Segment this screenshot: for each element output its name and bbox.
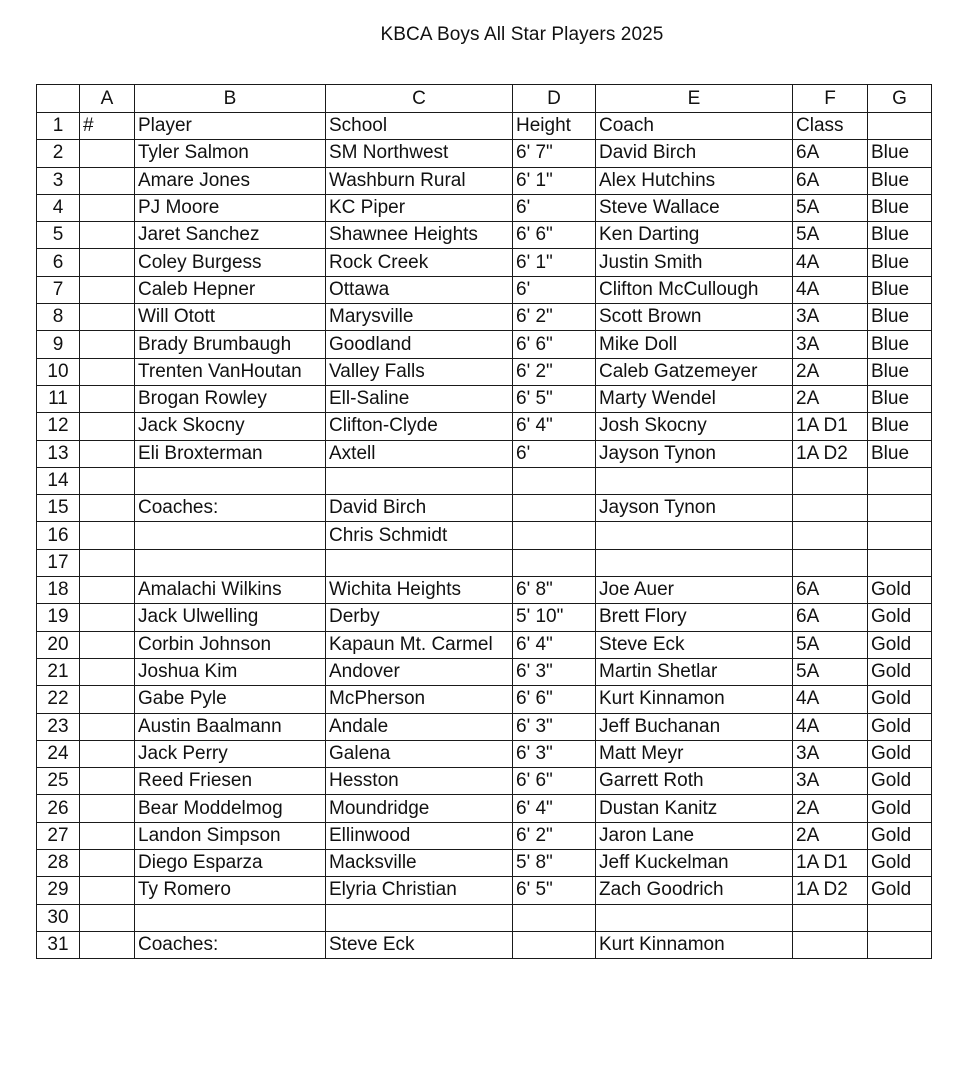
cell-c[interactable] bbox=[326, 467, 513, 494]
cell-g[interactable] bbox=[868, 931, 932, 958]
cell-b[interactable]: Reed Friesen bbox=[135, 768, 326, 795]
cell-g[interactable] bbox=[868, 495, 932, 522]
cell-e[interactable]: Steve Wallace bbox=[596, 194, 793, 221]
row-number[interactable]: 7 bbox=[37, 276, 80, 303]
cell-e[interactable]: Jayson Tynon bbox=[596, 440, 793, 467]
cell-d[interactable]: 6' 1" bbox=[513, 249, 596, 276]
corner-cell[interactable] bbox=[37, 85, 80, 113]
cell-b[interactable]: Ty Romero bbox=[135, 877, 326, 904]
cell-b[interactable]: Caleb Hepner bbox=[135, 276, 326, 303]
cell-d[interactable]: 6' 5" bbox=[513, 877, 596, 904]
cell-b[interactable]: Gabe Pyle bbox=[135, 686, 326, 713]
table-row bbox=[37, 276, 932, 303]
table-row bbox=[37, 686, 932, 713]
cell-e[interactable]: Ken Darting bbox=[596, 222, 793, 249]
table-row bbox=[37, 931, 932, 958]
cell-e[interactable]: Jayson Tynon bbox=[596, 495, 793, 522]
cell-d[interactable]: 6' 6" bbox=[513, 222, 596, 249]
cell-c[interactable]: Wichita Heights bbox=[326, 577, 513, 604]
table-row bbox=[37, 822, 932, 849]
cell-b[interactable] bbox=[135, 522, 326, 549]
table-row bbox=[37, 877, 932, 904]
cell-d[interactable]: 6' 2" bbox=[513, 304, 596, 331]
cell-c[interactable]: Goodland bbox=[326, 331, 513, 358]
cell-g[interactable]: Gold bbox=[868, 740, 932, 767]
cell-b[interactable]: Jack Ulwelling bbox=[135, 604, 326, 631]
column-header-c[interactable]: C bbox=[326, 85, 513, 113]
cell-g[interactable]: Blue bbox=[868, 304, 932, 331]
row-number[interactable]: 18 bbox=[37, 577, 80, 604]
cell-b[interactable]: Diego Esparza bbox=[135, 850, 326, 877]
cell-e[interactable]: Zach Goodrich bbox=[596, 877, 793, 904]
row-number[interactable]: 23 bbox=[37, 713, 80, 740]
cell-d[interactable]: Height bbox=[513, 113, 596, 140]
cell-f[interactable]: 2A bbox=[793, 795, 868, 822]
cell-b[interactable] bbox=[135, 904, 326, 931]
row-number[interactable]: 20 bbox=[37, 631, 80, 658]
cell-c[interactable]: Ottawa bbox=[326, 276, 513, 303]
cell-g[interactable]: Blue bbox=[868, 358, 932, 385]
cell-g[interactable]: Gold bbox=[868, 631, 932, 658]
cell-c[interactable]: Derby bbox=[326, 604, 513, 631]
cell-b[interactable]: Will Otott bbox=[135, 304, 326, 331]
cell-a[interactable] bbox=[80, 658, 135, 685]
cell-a[interactable] bbox=[80, 850, 135, 877]
row-number[interactable]: 21 bbox=[37, 658, 80, 685]
cell-f[interactable]: 6A bbox=[793, 604, 868, 631]
row-number[interactable]: 25 bbox=[37, 768, 80, 795]
cell-c[interactable]: Marysville bbox=[326, 304, 513, 331]
cell-a[interactable] bbox=[80, 304, 135, 331]
table-row bbox=[37, 549, 932, 576]
cell-f[interactable] bbox=[793, 467, 868, 494]
cell-c[interactable] bbox=[326, 549, 513, 576]
table-row bbox=[37, 768, 932, 795]
cell-f[interactable]: 5A bbox=[793, 658, 868, 685]
cell-e[interactable]: Garrett Roth bbox=[596, 768, 793, 795]
cell-c[interactable]: David Birch bbox=[326, 495, 513, 522]
cell-d[interactable]: 6' 4" bbox=[513, 795, 596, 822]
cell-d[interactable] bbox=[513, 522, 596, 549]
row-number[interactable]: 11 bbox=[37, 385, 80, 412]
cell-b[interactable] bbox=[135, 549, 326, 576]
cell-c[interactable]: Ell-Saline bbox=[326, 385, 513, 412]
table-row bbox=[37, 304, 932, 331]
cell-g[interactable]: Gold bbox=[868, 577, 932, 604]
cell-f[interactable]: 4A bbox=[793, 249, 868, 276]
cell-c[interactable]: Clifton-Clyde bbox=[326, 413, 513, 440]
table-row bbox=[37, 495, 932, 522]
cell-a[interactable] bbox=[80, 467, 135, 494]
cell-g[interactable]: Gold bbox=[868, 713, 932, 740]
table-row bbox=[37, 740, 932, 767]
cell-f[interactable] bbox=[793, 495, 868, 522]
cell-a[interactable] bbox=[80, 413, 135, 440]
cell-f[interactable]: 6A bbox=[793, 140, 868, 167]
cell-b[interactable]: Amare Jones bbox=[135, 167, 326, 194]
table-row bbox=[37, 631, 932, 658]
cell-e[interactable]: Brett Flory bbox=[596, 604, 793, 631]
cell-e[interactable]: Scott Brown bbox=[596, 304, 793, 331]
cell-b[interactable]: PJ Moore bbox=[135, 194, 326, 221]
cell-e[interactable]: Joe Auer bbox=[596, 577, 793, 604]
cell-e[interactable]: David Birch bbox=[596, 140, 793, 167]
table-row bbox=[37, 658, 932, 685]
row-number[interactable]: 5 bbox=[37, 222, 80, 249]
row-number[interactable]: 26 bbox=[37, 795, 80, 822]
cell-e[interactable]: Jeff Buchanan bbox=[596, 713, 793, 740]
cell-b[interactable]: Amalachi Wilkins bbox=[135, 577, 326, 604]
cell-g[interactable]: Gold bbox=[868, 850, 932, 877]
row-number[interactable]: 29 bbox=[37, 877, 80, 904]
row-number[interactable]: 28 bbox=[37, 850, 80, 877]
cell-e[interactable]: Marty Wendel bbox=[596, 385, 793, 412]
cell-a[interactable] bbox=[80, 222, 135, 249]
cell-f[interactable]: 3A bbox=[793, 740, 868, 767]
cell-g[interactable]: Blue bbox=[868, 167, 932, 194]
cell-f[interactable]: 3A bbox=[793, 768, 868, 795]
cell-d[interactable]: 6' 6" bbox=[513, 686, 596, 713]
table-row bbox=[37, 577, 932, 604]
cell-a[interactable] bbox=[80, 331, 135, 358]
cell-f[interactable]: 1A D1 bbox=[793, 850, 868, 877]
table-row bbox=[37, 713, 932, 740]
cell-f[interactable] bbox=[793, 549, 868, 576]
cell-a[interactable] bbox=[80, 604, 135, 631]
cell-a[interactable] bbox=[80, 140, 135, 167]
cell-a[interactable] bbox=[80, 877, 135, 904]
cell-d[interactable]: 6' 2" bbox=[513, 822, 596, 849]
spreadsheet-body bbox=[37, 85, 932, 959]
cell-d[interactable]: 6' 3" bbox=[513, 713, 596, 740]
cell-f[interactable]: 4A bbox=[793, 276, 868, 303]
cell-e[interactable]: Mike Doll bbox=[596, 331, 793, 358]
cell-b[interactable]: Bear Moddelmog bbox=[135, 795, 326, 822]
table-row bbox=[37, 795, 932, 822]
cell-b[interactable]: Brady Brumbaugh bbox=[135, 331, 326, 358]
cell-e[interactable]: Caleb Gatzemeyer bbox=[596, 358, 793, 385]
cell-a[interactable] bbox=[80, 440, 135, 467]
cell-a[interactable] bbox=[80, 740, 135, 767]
cell-e[interactable]: Matt Meyr bbox=[596, 740, 793, 767]
table-row bbox=[37, 467, 932, 494]
table-row bbox=[37, 331, 932, 358]
cell-d[interactable]: 6' 5" bbox=[513, 385, 596, 412]
cell-b[interactable] bbox=[135, 467, 326, 494]
cell-e[interactable]: Dustan Kanitz bbox=[596, 795, 793, 822]
cell-e[interactable]: Jaron Lane bbox=[596, 822, 793, 849]
cell-d[interactable]: 6' 3" bbox=[513, 740, 596, 767]
cell-g[interactable]: Blue bbox=[868, 385, 932, 412]
table-row bbox=[37, 113, 932, 140]
cell-a[interactable] bbox=[80, 713, 135, 740]
cell-d[interactable] bbox=[513, 549, 596, 576]
cell-a[interactable] bbox=[80, 249, 135, 276]
cell-f[interactable]: 6A bbox=[793, 577, 868, 604]
cell-d[interactable] bbox=[513, 931, 596, 958]
row-number[interactable]: 10 bbox=[37, 358, 80, 385]
cell-c[interactable]: Kapaun Mt. Carmel bbox=[326, 631, 513, 658]
cell-g[interactable] bbox=[868, 522, 932, 549]
row-number[interactable]: 1 bbox=[37, 113, 80, 140]
table-row bbox=[37, 604, 932, 631]
cell-e[interactable]: Kurt Kinnamon bbox=[596, 686, 793, 713]
cell-a[interactable]: # bbox=[80, 113, 135, 140]
cell-d[interactable]: 6' 6" bbox=[513, 768, 596, 795]
cell-d[interactable]: 6' 2" bbox=[513, 358, 596, 385]
cell-c[interactable]: Andover bbox=[326, 658, 513, 685]
cell-b[interactable]: Joshua Kim bbox=[135, 658, 326, 685]
cell-g[interactable]: Blue bbox=[868, 331, 932, 358]
cell-a[interactable] bbox=[80, 795, 135, 822]
cell-g[interactable]: Gold bbox=[868, 604, 932, 631]
cell-g[interactable] bbox=[868, 904, 932, 931]
cell-d[interactable]: 6' 7" bbox=[513, 140, 596, 167]
cell-a[interactable] bbox=[80, 631, 135, 658]
cell-g[interactable]: Gold bbox=[868, 877, 932, 904]
cell-c[interactable]: Moundridge bbox=[326, 795, 513, 822]
cell-d[interactable]: 6' 6" bbox=[513, 331, 596, 358]
cell-e[interactable]: Coach bbox=[596, 113, 793, 140]
cell-f[interactable]: 1A D1 bbox=[793, 413, 868, 440]
cell-b[interactable]: Jaret Sanchez bbox=[135, 222, 326, 249]
cell-f[interactable]: 1A D2 bbox=[793, 440, 868, 467]
row-number[interactable]: 8 bbox=[37, 304, 80, 331]
row-number[interactable]: 27 bbox=[37, 822, 80, 849]
table-row bbox=[37, 249, 932, 276]
cell-d[interactable]: 6' 4" bbox=[513, 413, 596, 440]
cell-g[interactable] bbox=[868, 549, 932, 576]
column-header-b[interactable]: B bbox=[135, 85, 326, 113]
cell-b[interactable]: Coaches: bbox=[135, 931, 326, 958]
cell-g[interactable]: Gold bbox=[868, 822, 932, 849]
cell-e[interactable] bbox=[596, 549, 793, 576]
cell-c[interactable]: Elyria Christian bbox=[326, 877, 513, 904]
row-number[interactable]: 12 bbox=[37, 413, 80, 440]
cell-c[interactable]: McPherson bbox=[326, 686, 513, 713]
cell-c[interactable]: Andale bbox=[326, 713, 513, 740]
cell-g[interactable] bbox=[868, 113, 932, 140]
cell-f[interactable]: 2A bbox=[793, 358, 868, 385]
cell-c[interactable]: Steve Eck bbox=[326, 931, 513, 958]
cell-f[interactable]: 5A bbox=[793, 631, 868, 658]
cell-f[interactable]: 4A bbox=[793, 713, 868, 740]
cell-f[interactable] bbox=[793, 522, 868, 549]
cell-c[interactable]: Shawnee Heights bbox=[326, 222, 513, 249]
cell-g[interactable]: Blue bbox=[868, 440, 932, 467]
cell-d[interactable]: 6' bbox=[513, 440, 596, 467]
cell-f[interactable]: 5A bbox=[793, 194, 868, 221]
cell-a[interactable] bbox=[80, 358, 135, 385]
cell-a[interactable] bbox=[80, 931, 135, 958]
table-row bbox=[37, 850, 932, 877]
cell-f[interactable] bbox=[793, 904, 868, 931]
cell-b[interactable]: Tyler Salmon bbox=[135, 140, 326, 167]
cell-d[interactable]: 6' 4" bbox=[513, 631, 596, 658]
cell-g[interactable]: Blue bbox=[868, 222, 932, 249]
cell-b[interactable]: Jack Skocny bbox=[135, 413, 326, 440]
cell-g[interactable]: Blue bbox=[868, 276, 932, 303]
cell-g[interactable]: Gold bbox=[868, 686, 932, 713]
cell-d[interactable]: 6' 1" bbox=[513, 167, 596, 194]
cell-g[interactable] bbox=[868, 467, 932, 494]
table-row bbox=[37, 222, 932, 249]
cell-e[interactable] bbox=[596, 904, 793, 931]
cell-d[interactable]: 5' 8" bbox=[513, 850, 596, 877]
cell-a[interactable] bbox=[80, 577, 135, 604]
row-number[interactable]: 24 bbox=[37, 740, 80, 767]
row-number[interactable]: 2 bbox=[37, 140, 80, 167]
cell-f[interactable]: 3A bbox=[793, 304, 868, 331]
cell-e[interactable]: Josh Skocny bbox=[596, 413, 793, 440]
row-number[interactable]: 30 bbox=[37, 904, 80, 931]
cell-f[interactable]: 4A bbox=[793, 686, 868, 713]
cell-d[interactable] bbox=[513, 467, 596, 494]
cell-a[interactable] bbox=[80, 495, 135, 522]
cell-b[interactable]: Coley Burgess bbox=[135, 249, 326, 276]
cell-a[interactable] bbox=[80, 194, 135, 221]
row-number[interactable]: 17 bbox=[37, 549, 80, 576]
cell-d[interactable]: 6' bbox=[513, 194, 596, 221]
cell-c[interactable]: Axtell bbox=[326, 440, 513, 467]
table-row bbox=[37, 385, 932, 412]
cell-c[interactable]: Hesston bbox=[326, 768, 513, 795]
column-header-f[interactable]: F bbox=[793, 85, 868, 113]
table-row bbox=[37, 413, 932, 440]
cell-c[interactable]: Washburn Rural bbox=[326, 167, 513, 194]
cell-a[interactable] bbox=[80, 686, 135, 713]
table-row bbox=[37, 904, 932, 931]
cell-c[interactable] bbox=[326, 904, 513, 931]
cell-d[interactable]: 5' 10" bbox=[513, 604, 596, 631]
cell-c[interactable]: Chris Schmidt bbox=[326, 522, 513, 549]
cell-f[interactable]: 6A bbox=[793, 167, 868, 194]
cell-a[interactable] bbox=[80, 549, 135, 576]
table-row bbox=[37, 140, 932, 167]
column-header-row bbox=[37, 85, 932, 113]
cell-a[interactable] bbox=[80, 768, 135, 795]
cell-b[interactable]: Eli Broxterman bbox=[135, 440, 326, 467]
cell-g[interactable]: Blue bbox=[868, 194, 932, 221]
cell-d[interactable] bbox=[513, 495, 596, 522]
page-title: KBCA Boys All Star Players 2025 bbox=[380, 24, 664, 45]
row-number[interactable]: 31 bbox=[37, 931, 80, 958]
cell-e[interactable]: Alex Hutchins bbox=[596, 167, 793, 194]
cell-e[interactable] bbox=[596, 467, 793, 494]
cell-f[interactable]: Class bbox=[793, 113, 868, 140]
cell-c[interactable]: Galena bbox=[326, 740, 513, 767]
cell-c[interactable]: KC Piper bbox=[326, 194, 513, 221]
cell-e[interactable]: Justin Smith bbox=[596, 249, 793, 276]
cell-c[interactable]: School bbox=[326, 113, 513, 140]
cell-b[interactable]: Jack Perry bbox=[135, 740, 326, 767]
row-number[interactable]: 22 bbox=[37, 686, 80, 713]
row-number[interactable]: 15 bbox=[37, 495, 80, 522]
cell-b[interactable]: Brogan Rowley bbox=[135, 385, 326, 412]
column-header-a[interactable]: A bbox=[80, 85, 135, 113]
cell-a[interactable] bbox=[80, 822, 135, 849]
cell-f[interactable] bbox=[793, 931, 868, 958]
cell-a[interactable] bbox=[80, 167, 135, 194]
cell-b[interactable]: Landon Simpson bbox=[135, 822, 326, 849]
table-row bbox=[37, 522, 932, 549]
cell-d[interactable] bbox=[513, 904, 596, 931]
row-number[interactable]: 16 bbox=[37, 522, 80, 549]
cell-g[interactable]: Gold bbox=[868, 795, 932, 822]
cell-a[interactable] bbox=[80, 904, 135, 931]
cell-c[interactable]: Valley Falls bbox=[326, 358, 513, 385]
cell-b[interactable]: Coaches: bbox=[135, 495, 326, 522]
cell-f[interactable]: 2A bbox=[793, 822, 868, 849]
cell-c[interactable]: SM Northwest bbox=[326, 140, 513, 167]
table-row bbox=[37, 358, 932, 385]
row-number[interactable]: 3 bbox=[37, 167, 80, 194]
spreadsheet-table bbox=[36, 84, 932, 959]
cell-g[interactable]: Blue bbox=[868, 413, 932, 440]
cell-b[interactable]: Corbin Johnson bbox=[135, 631, 326, 658]
cell-a[interactable] bbox=[80, 522, 135, 549]
column-header-g[interactable]: G bbox=[868, 85, 932, 113]
column-header-e[interactable]: E bbox=[596, 85, 793, 113]
cell-c[interactable]: Ellinwood bbox=[326, 822, 513, 849]
cell-g[interactable]: Gold bbox=[868, 768, 932, 795]
column-header-d[interactable]: D bbox=[513, 85, 596, 113]
cell-e[interactable]: Martin Shetlar bbox=[596, 658, 793, 685]
row-number[interactable]: 4 bbox=[37, 194, 80, 221]
row-number[interactable]: 19 bbox=[37, 604, 80, 631]
cell-d[interactable]: 6' 3" bbox=[513, 658, 596, 685]
cell-c[interactable]: Rock Creek bbox=[326, 249, 513, 276]
cell-f[interactable]: 3A bbox=[793, 331, 868, 358]
cell-e[interactable]: Kurt Kinnamon bbox=[596, 931, 793, 958]
row-number[interactable]: 14 bbox=[37, 467, 80, 494]
cell-b[interactable]: Player bbox=[135, 113, 326, 140]
cell-g[interactable]: Blue bbox=[868, 140, 932, 167]
cell-a[interactable] bbox=[80, 385, 135, 412]
row-number[interactable]: 9 bbox=[37, 331, 80, 358]
cell-b[interactable]: Austin Baalmann bbox=[135, 713, 326, 740]
cell-b[interactable]: Trenten VanHoutan bbox=[135, 358, 326, 385]
cell-a[interactable] bbox=[80, 276, 135, 303]
table-row bbox=[37, 440, 932, 467]
cell-g[interactable]: Gold bbox=[868, 658, 932, 685]
table-row bbox=[37, 167, 932, 194]
cell-e[interactable]: Jeff Kuckelman bbox=[596, 850, 793, 877]
cell-e[interactable]: Clifton McCullough bbox=[596, 276, 793, 303]
cell-f[interactable]: 1A D2 bbox=[793, 877, 868, 904]
cell-e[interactable] bbox=[596, 522, 793, 549]
cell-f[interactable]: 5A bbox=[793, 222, 868, 249]
cell-c[interactable]: Macksville bbox=[326, 850, 513, 877]
cell-d[interactable]: 6' 8" bbox=[513, 577, 596, 604]
row-number[interactable]: 6 bbox=[37, 249, 80, 276]
cell-g[interactable]: Blue bbox=[868, 249, 932, 276]
cell-d[interactable]: 6' bbox=[513, 276, 596, 303]
row-number[interactable]: 13 bbox=[37, 440, 80, 467]
cell-e[interactable]: Steve Eck bbox=[596, 631, 793, 658]
cell-f[interactable]: 2A bbox=[793, 385, 868, 412]
table-row bbox=[37, 194, 932, 221]
